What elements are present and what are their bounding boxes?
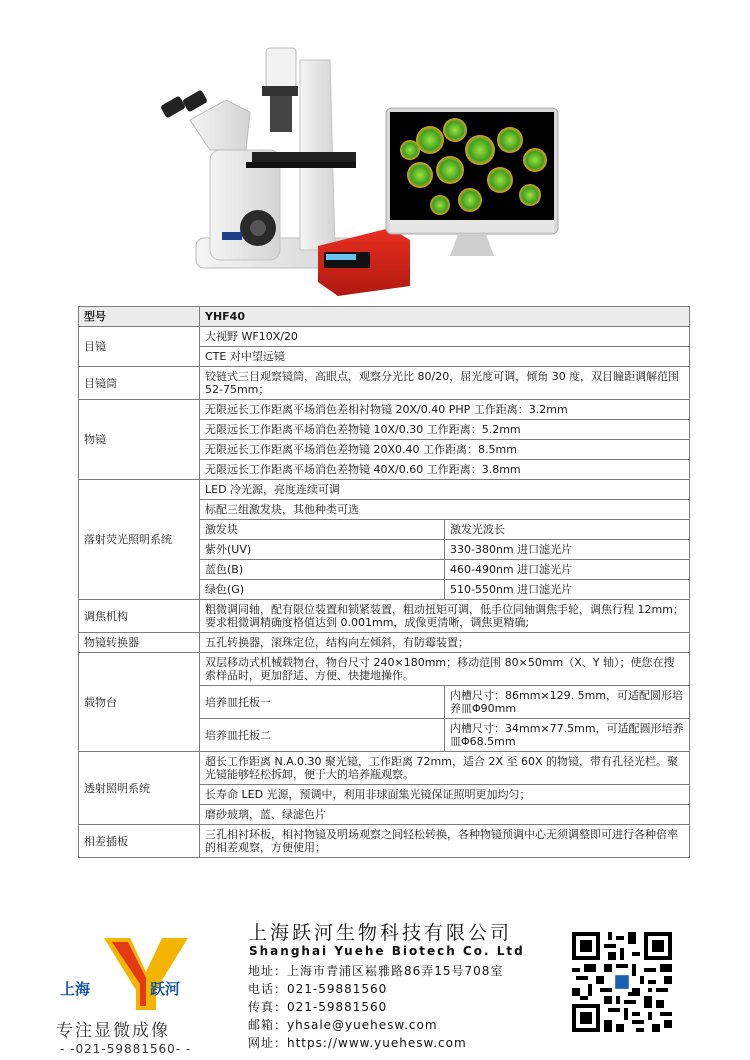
table-row bbox=[79, 367, 690, 400]
company-email: 邮箱：yhsale@yuehesw.com bbox=[248, 1018, 438, 1032]
table-row bbox=[79, 400, 690, 420]
category-focus: 调焦机构 bbox=[79, 600, 200, 633]
pair-value: 内槽尺寸：34mm×77.5mm，可适配圆形培养皿Φ68.5mm bbox=[445, 719, 690, 752]
logo-text-right: 跃河 bbox=[150, 980, 181, 998]
category-nosepiece: 物镜转换器 bbox=[79, 633, 200, 653]
category-fluorescence: 落射荧光照明系统 bbox=[79, 480, 200, 600]
pair-value: 330-380nm 进口滤光片 bbox=[445, 540, 690, 560]
spec-cell: 标配三组激发块，其他种类可选 bbox=[200, 500, 690, 520]
table-header-row bbox=[79, 307, 690, 327]
category-eyepiece-tube: 目镜筒 bbox=[79, 367, 200, 400]
spec-cell: 铰链式三目观察镜筒，高眼点，观察分光比 80/20，屈光度可调，倾角 30 度，双目瞳距调解范围 52-75mm； bbox=[200, 367, 690, 400]
spec-cell: CTE 对中望远镜 bbox=[200, 347, 690, 367]
spec-cell: 无限远长工作距离平场消色差物镜 10X/0.30 工作距离：5.2mm bbox=[200, 420, 690, 440]
spec-table bbox=[78, 306, 690, 858]
category-stage: 载物台 bbox=[79, 653, 200, 752]
spec-cell: 无限远长工作距离平场消色差相衬物镜 20X/0.40 PHP 工作距离：3.2mm bbox=[200, 400, 690, 420]
table-row bbox=[79, 480, 690, 500]
table-row bbox=[79, 752, 690, 785]
company-address: 地址：上海市青浦区崧雅路86弄15号708室 bbox=[248, 964, 504, 978]
pair-key: 绿色(G) bbox=[200, 580, 445, 600]
spec-cell: 粗微调同轴，配有限位装置和锁紧装置，粗动扭矩可调，低手位同轴调焦手轮，调焦行程 12mm；要求粗微调精确度格值达到 0.001mm，成像更清晰，调焦更精确; bbox=[200, 600, 690, 633]
logo-phone: - -021-59881560- - bbox=[60, 1042, 192, 1056]
company-name-en: Shanghai Yuehe Biotech Co. Ltd bbox=[249, 944, 525, 958]
category-eyepiece: 目镜 bbox=[79, 327, 200, 367]
table-row bbox=[79, 327, 690, 347]
spec-cell: 无限远长工作距离平场消色差物镜 40X/0.60 工作距离：3.8mm bbox=[200, 460, 690, 480]
product-photo bbox=[0, 0, 750, 300]
model-value: YHF40 bbox=[200, 307, 690, 327]
company-name-cn: 上海跃河生物科技有限公司 bbox=[248, 922, 513, 944]
spec-cell: 双层移动式机械载物台，物台尺寸 240×180mm；移动范围 80×50mm（X、Y 轴）；使您在搜索样品时，更加舒适、方便、快捷地操作。 bbox=[200, 653, 690, 686]
company-fax: 传真：021-59881560 bbox=[248, 1000, 388, 1014]
table-row bbox=[79, 600, 690, 633]
model-label: 型号 bbox=[79, 307, 200, 327]
company-phone: 电话：021-59881560 bbox=[248, 982, 388, 996]
logo-y-icon bbox=[54, 932, 212, 1012]
pair-key: 激发块 bbox=[200, 520, 445, 540]
pair-value: 内槽尺寸：86mm×129. 5mm，可适配圆形培养皿Φ90mm bbox=[445, 686, 690, 719]
pair-value: 460-490nm 进口滤光片 bbox=[445, 560, 690, 580]
category-objective: 物镜 bbox=[79, 400, 200, 480]
company-website: 网址：https://www.yuehesw.com bbox=[248, 1036, 467, 1050]
company-footer bbox=[0, 918, 750, 1060]
table-row bbox=[79, 825, 690, 858]
microscope-illustration bbox=[0, 0, 750, 300]
pair-key: 培养皿托板一 bbox=[200, 686, 445, 719]
pair-value: 激发光波长 bbox=[445, 520, 690, 540]
spec-cell: LED 冷光源，亮度连续可调 bbox=[200, 480, 690, 500]
table-row bbox=[79, 653, 690, 686]
spec-cell: 磨砂玻璃，蓝、绿滤色片 bbox=[200, 805, 690, 825]
qr-code-icon bbox=[572, 932, 672, 1032]
spec-cell: 无限远长工作距离平场消色差物镜 20X0.40 工作距离：8.5mm bbox=[200, 440, 690, 460]
pair-key: 培养皿托板二 bbox=[200, 719, 445, 752]
spec-cell: 超长工作距离 N.A.0.30 聚光镜，工作距离 72mm，适合 2X 至 60X 的物镜，带有孔径光栏。聚光镜能够轻松拆卸，便于大的培养瓶观察。 bbox=[200, 752, 690, 785]
spec-cell: 长寿命 LED 光源，预调中，利用非球面集光镜保证照明更加均匀； bbox=[200, 785, 690, 805]
spec-cell: 大视野 WF10X/20 bbox=[200, 327, 690, 347]
spec-cell: 三孔相衬环板，相衬物镜及明场观察之间轻松转换，各种物镜预调中心无须调整即可进行各种倍率的相差观察，方便使用； bbox=[200, 825, 690, 858]
category-transmitted: 透射照明系统 bbox=[79, 752, 200, 825]
spec-cell: 五孔转换器，滚珠定位，结构向左倾斜，有防霉装置； bbox=[200, 633, 690, 653]
category-phase-slider: 相差插板 bbox=[79, 825, 200, 858]
table-row bbox=[79, 633, 690, 653]
pair-key: 紫外(UV) bbox=[200, 540, 445, 560]
logo-text-left: 上海 bbox=[60, 980, 91, 998]
pair-value: 510-550nm 进口滤光片 bbox=[445, 580, 690, 600]
logo-slogan: 专注显微成像 bbox=[56, 1021, 170, 1041]
pair-key: 蓝色(B) bbox=[200, 560, 445, 580]
